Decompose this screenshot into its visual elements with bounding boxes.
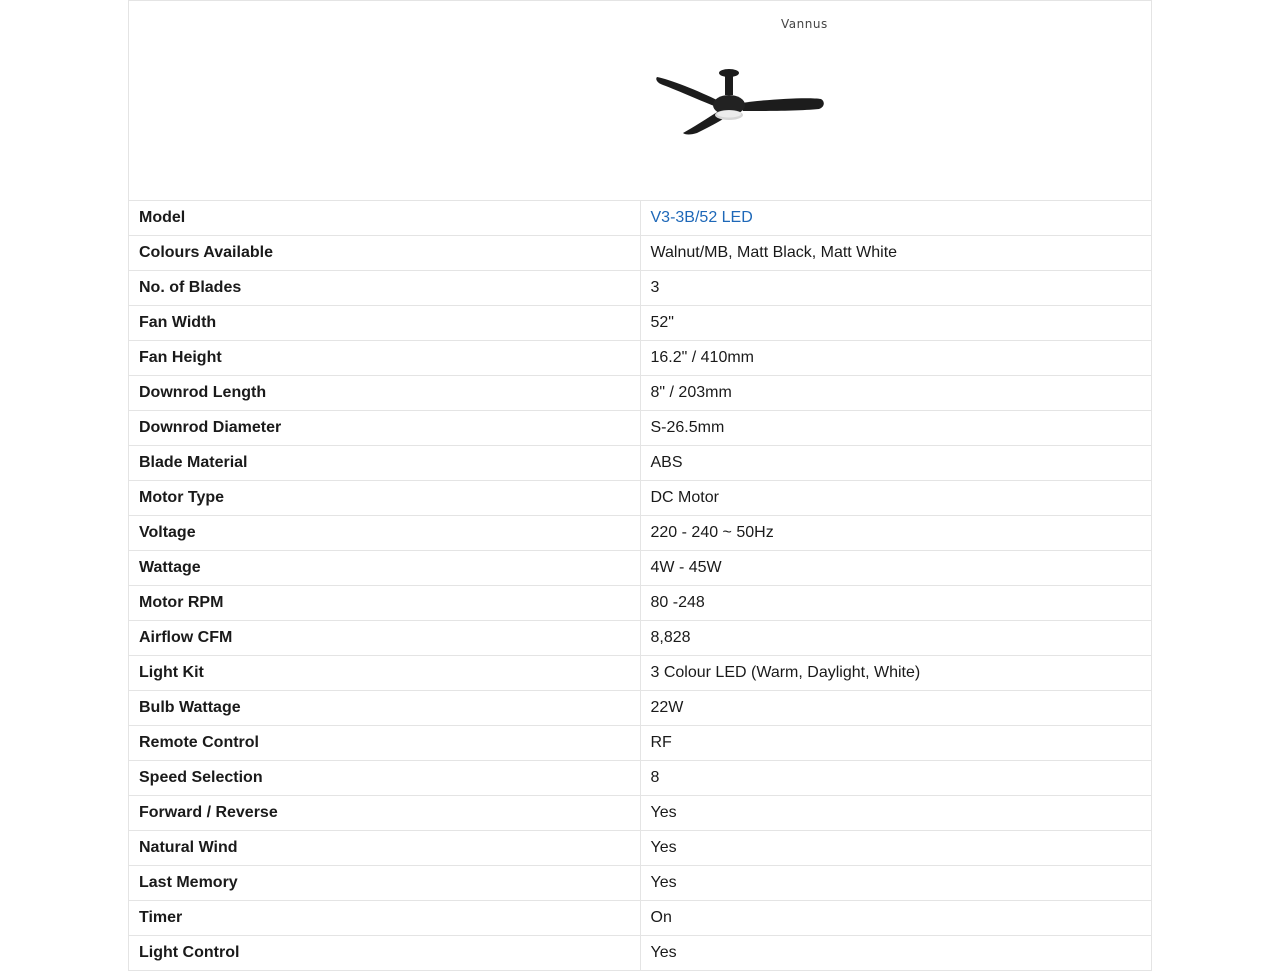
spec-row: [129, 866, 1152, 901]
product-image-row: [129, 1, 1152, 201]
spec-row: [129, 586, 1152, 621]
spec-value-cell: [640, 901, 1152, 936]
spec-value: DC Motor: [650, 489, 719, 506]
spec-value: 16.2" / 410mm: [650, 349, 755, 366]
spec-label: Light Kit: [129, 656, 641, 691]
spec-row: [129, 761, 1152, 796]
spec-label: Downrod Diameter: [129, 411, 641, 446]
spec-row: [129, 376, 1152, 411]
spec-value: 3: [650, 279, 660, 296]
spec-value: Yes: [650, 804, 677, 821]
spec-value-cell: [640, 761, 1152, 796]
spec-label: Motor Type: [129, 481, 641, 516]
spec-label: Timer: [129, 901, 641, 936]
spec-label: Voltage: [129, 516, 641, 551]
spec-row: [129, 341, 1152, 376]
spec-label: Bulb Wattage: [129, 691, 641, 726]
spec-value-cell: [640, 726, 1152, 761]
spec-label: Colours Available: [129, 236, 641, 271]
spec-value-cell: [640, 271, 1152, 306]
spec-value-cell: [640, 551, 1152, 586]
spec-value: 220 - 240 ~ 50Hz: [650, 524, 774, 541]
spec-value: 8,828: [650, 629, 691, 646]
spec-value: Yes: [650, 944, 677, 961]
spec-label: Natural Wind: [129, 831, 641, 866]
spec-label: Remote Control: [129, 726, 641, 761]
spec-label: Light Control: [129, 936, 641, 971]
spec-value: ABS: [650, 454, 683, 471]
spec-value-cell: [640, 621, 1152, 656]
spec-label: No. of Blades: [129, 271, 641, 306]
spec-value-cell: [640, 306, 1152, 341]
spec-row: [129, 481, 1152, 516]
model-link[interactable]: V3-3B/52 LED: [650, 209, 753, 226]
spec-label: Speed Selection: [129, 761, 641, 796]
spec-value-cell: [640, 586, 1152, 621]
ceiling-fan-image: [649, 61, 829, 141]
spec-row: [129, 726, 1152, 761]
spec-value-cell: [640, 411, 1152, 446]
spec-row: [129, 271, 1152, 306]
spec-value-cell: [640, 236, 1152, 271]
spec-row: [129, 446, 1152, 481]
spec-row: [129, 936, 1152, 971]
spec-value: Yes: [650, 874, 677, 891]
spec-row: [129, 901, 1152, 936]
spec-table: [128, 0, 1152, 971]
spec-label: Fan Width: [129, 306, 641, 341]
spec-value-cell: [640, 376, 1152, 411]
spec-value: Yes: [650, 839, 677, 856]
spec-row: [129, 551, 1152, 586]
spec-value: 8" / 203mm: [650, 384, 732, 401]
spec-value-cell: [640, 656, 1152, 691]
spec-table-container: [128, 0, 1152, 971]
spec-value-cell: [640, 516, 1152, 551]
spec-label: Airflow CFM: [129, 621, 641, 656]
spec-value: 4W - 45W: [650, 559, 722, 576]
spec-label: Downrod Length: [129, 376, 641, 411]
spec-label: Model: [129, 201, 641, 236]
spec-value: S-26.5mm: [650, 419, 725, 436]
spec-value-cell: [640, 691, 1152, 726]
spec-value: 8: [650, 769, 660, 786]
spec-row: [129, 411, 1152, 446]
spec-label: Motor RPM: [129, 586, 641, 621]
spec-value: 52": [650, 314, 674, 331]
spec-value-cell: [640, 936, 1152, 971]
spec-label: Forward / Reverse: [129, 796, 641, 831]
spec-value-cell: [640, 831, 1152, 866]
spec-value-cell: [640, 796, 1152, 831]
spec-value-cell: [640, 866, 1152, 901]
spec-value: RF: [650, 734, 672, 751]
spec-label: Wattage: [129, 551, 641, 586]
spec-row: [129, 306, 1152, 341]
spec-value-cell: [640, 201, 1152, 236]
spec-value: 3 Colour LED (Warm, Daylight, White): [650, 664, 921, 681]
spec-row: [129, 516, 1152, 551]
spec-row: [129, 201, 1152, 236]
product-image-cell: [129, 1, 1152, 201]
spec-label: Fan Height: [129, 341, 641, 376]
spec-row: [129, 691, 1152, 726]
spec-row: [129, 621, 1152, 656]
spec-row: [129, 796, 1152, 831]
spec-value: On: [650, 909, 672, 926]
spec-value-cell: [640, 446, 1152, 481]
spec-value-cell: [640, 341, 1152, 376]
spec-label: Blade Material: [129, 446, 641, 481]
spec-row: [129, 236, 1152, 271]
spec-row: [129, 656, 1152, 691]
brand-logo: Vannus: [781, 17, 828, 31]
spec-value-cell: [640, 481, 1152, 516]
spec-row: [129, 831, 1152, 866]
spec-label: Last Memory: [129, 866, 641, 901]
spec-value: 22W: [650, 699, 684, 716]
spec-value: Walnut/MB, Matt Black, Matt White: [650, 244, 898, 261]
spec-value: 80 -248: [650, 594, 705, 611]
